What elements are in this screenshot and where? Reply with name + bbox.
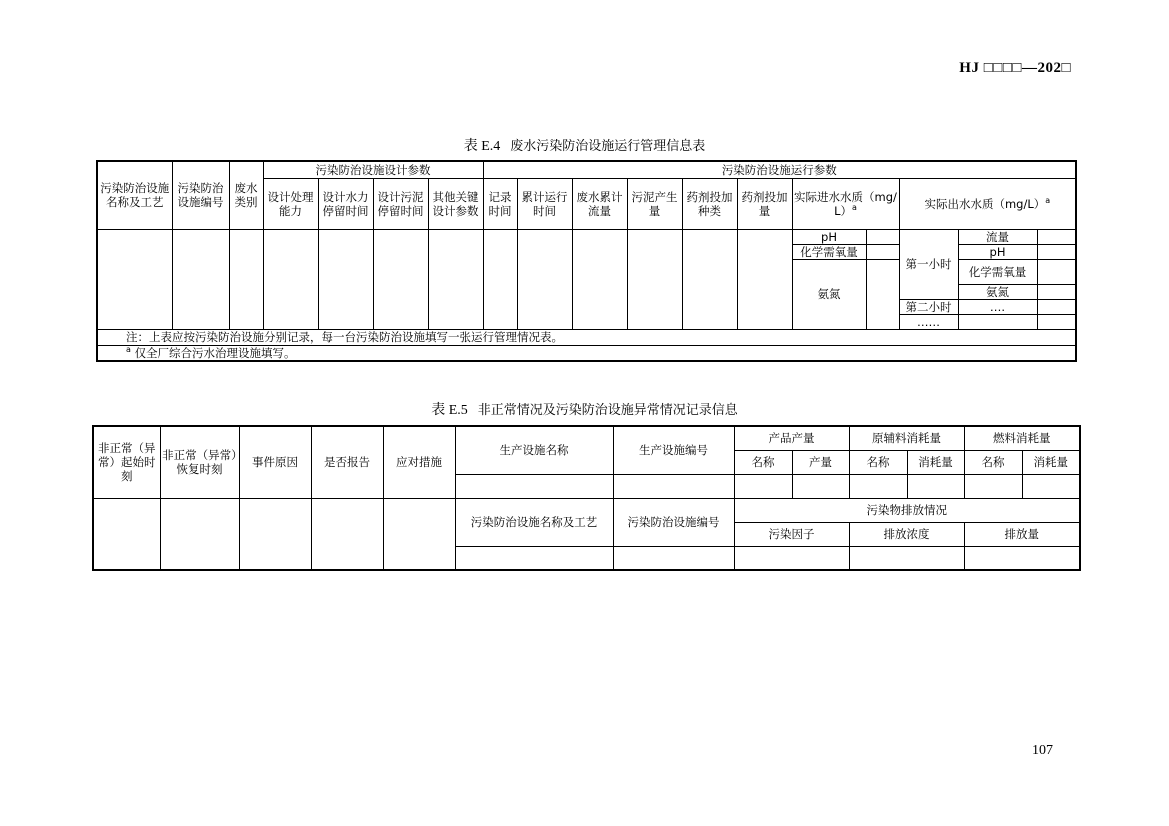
header-sludge-retention: 设计污泥停留时间 xyxy=(373,178,428,229)
inlet-ammonia: 氨氮 xyxy=(792,259,866,329)
header-inlet-quality: 实际进水水质$(mg/L)^a$ xyxy=(792,178,899,229)
table-e4-title: 废水污染防治设施运行管理信息表 xyxy=(510,139,706,154)
header-reagent-type: 药剂投加种类 xyxy=(682,178,737,229)
outlet-ph: pH xyxy=(958,244,1037,259)
header-raw-material-consumption: 原辅料消耗量 xyxy=(849,426,964,450)
header-abnormal-recover: 非正常（异常）恢复时刻 xyxy=(160,426,239,498)
header-outlet-quality: 实际出水水质$(mg/L)^a$ xyxy=(899,178,1076,229)
outlet-period-first-hour: 第一小时 xyxy=(899,229,958,299)
header-record-time: 记录时间 xyxy=(483,178,517,229)
header-sludge-output: 污泥产生量 xyxy=(627,178,682,229)
header-event-reason: 事件原因 xyxy=(239,426,311,498)
page-number: 107 xyxy=(1032,743,1053,758)
header-hydraulic-retention: 设计水力停留时间 xyxy=(318,178,373,229)
header-wastewater-type: 废水类别 xyxy=(229,161,263,229)
header-output-amount: 产量 xyxy=(792,450,849,474)
header-pollution-facility-id: 污染防治设施编号 xyxy=(613,498,734,546)
table-e4-footnote: $^a$ 仅全厂综合污水治理设施填写。 xyxy=(97,345,1076,361)
table-e4 xyxy=(96,160,1077,362)
header-emission-amount: 排放量 xyxy=(964,522,1080,546)
header-production-facility-name: 生产设施名称 xyxy=(455,426,613,474)
header-operation-params: 污染防治设施运行参数 xyxy=(483,161,1076,178)
outlet-period-second-hour: 第二小时 xyxy=(899,299,958,314)
header-cumulative-runtime: 累计运行时间 xyxy=(517,178,572,229)
header-design-params: 污染防治设施设计参数 xyxy=(263,161,483,178)
header-facility-name: 污染防治设施名称及工艺 xyxy=(97,161,172,229)
table-e5-title: 非正常情况及污染防治设施异常情况记录信息 xyxy=(477,403,738,418)
header-emission-concentration: 排放浓度 xyxy=(849,522,964,546)
outlet-flow: 流量 xyxy=(958,229,1037,244)
table-e4-number: 表 E.4 xyxy=(463,139,501,154)
table-e4-caption xyxy=(0,135,1169,155)
header-fuel-consumption: 燃料消耗量 xyxy=(964,426,1080,450)
header-cumulative-flow: 废水累计流量 xyxy=(572,178,627,229)
table-e5-caption xyxy=(0,399,1169,419)
inlet-ph: pH xyxy=(792,229,866,244)
header-raw-name: 名称 xyxy=(849,450,907,474)
header-product-output: 产品产量 xyxy=(734,426,849,450)
header-raw-amount: 消耗量 xyxy=(907,450,964,474)
outlet-period-more: …… xyxy=(899,314,958,329)
header-other-params: 其他关键设计参数 xyxy=(428,178,483,229)
outlet-cod: 化学需氧量 xyxy=(958,259,1037,284)
footnote-mark: a xyxy=(852,202,857,212)
header-facility-id: 污染防治设施编号 xyxy=(172,161,229,229)
header-reported: 是否报告 xyxy=(311,426,383,498)
outlet-more: …. xyxy=(958,299,1037,314)
header-fuel-amount: 消耗量 xyxy=(1022,450,1080,474)
table-e5-number: 表 E.5 xyxy=(431,403,468,418)
header-design-capacity: 设计处理能力 xyxy=(263,178,318,229)
inlet-cod: 化学需氧量 xyxy=(792,244,866,259)
header-fuel-name: 名称 xyxy=(964,450,1022,474)
header-pollution-facility-name: 污染防治设施名称及工艺 xyxy=(455,498,613,546)
table-e5 xyxy=(92,425,1081,571)
header-abnormal-start: 非正常（异常）起始时刻 xyxy=(93,426,160,498)
header-emission-status: 污染物排放情况 xyxy=(734,498,1080,522)
header-output-name: 名称 xyxy=(734,450,792,474)
footnote-mark: a xyxy=(1045,195,1051,205)
outlet-ammonia: 氨氮 xyxy=(958,284,1037,299)
header-production-facility-id: 生产设施编号 xyxy=(613,426,734,474)
standard-code: HJ □□□□—202□ xyxy=(959,60,1071,76)
header-reagent-amount: 药剂投加量 xyxy=(737,178,792,229)
header-pollutant-factor: 污染因子 xyxy=(734,522,849,546)
header-response-measure: 应对措施 xyxy=(383,426,455,498)
table-e4-note: 注：上表应按污染防治设施分别记录，每一台污染防治设施填写一张运行管理情况表。 xyxy=(97,329,1076,345)
